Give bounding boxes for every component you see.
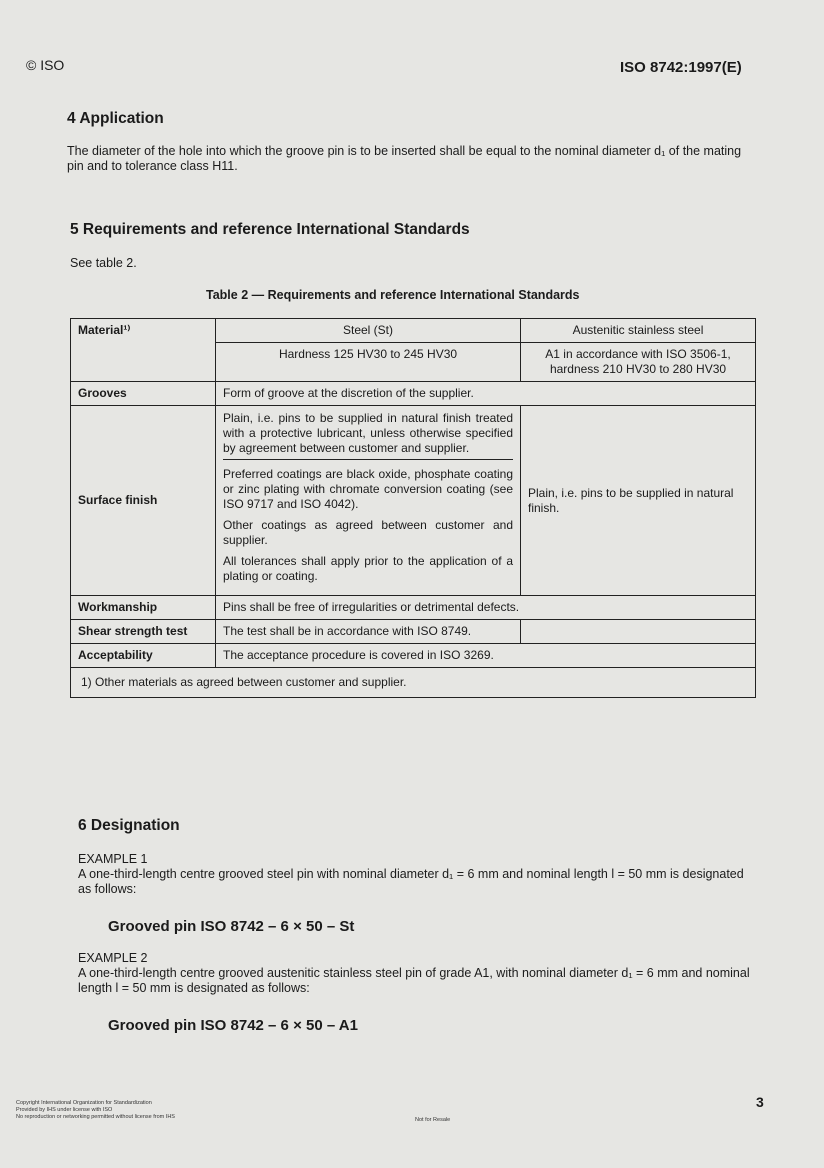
footer-not-for-resale: Not for Resale: [415, 1117, 451, 1123]
surface-steel-coatings: [223, 459, 513, 593]
shear-strength-text: The test shall be in accordance with ISO 8749.: [216, 620, 521, 644]
material-label: Material¹⁾: [71, 319, 216, 382]
grooves-text: Form of groove at the discretion of the supplier.: [216, 382, 756, 406]
shear-strength-label: Shear strength test: [71, 620, 216, 644]
example-1-text: A one-third-length centre grooved steel pin with nominal diameter d₁ = 6 mm and nominal length l = 50 mm is designated as follows:: [78, 867, 744, 896]
example-1-label: EXAMPLE 1: [78, 852, 148, 866]
requirements-table: [70, 318, 756, 698]
surface-steel-plain: Plain, i.e. pins to be supplied in natural finish treated with a protective lubricant, unless otherwise specified by agreement between customer and supplier.: [223, 411, 513, 455]
section-4-title: 4 Application: [67, 110, 164, 127]
shear-strength-empty: [521, 620, 756, 644]
steel-header: Steel (St): [216, 319, 521, 343]
surface-finish-steel: [216, 406, 521, 596]
stainless-hardness: A1 in accordance with ISO 3506-1, hardness 210 HV30 to 280 HV30: [521, 343, 756, 382]
header-copyright: © ISO: [26, 57, 65, 73]
workmanship-text: Pins shall be free of irregularities or detrimental defects.: [216, 596, 756, 620]
surface-steel-preferred: Preferred coatings are black oxide, phosphate coating or zinc plating with chromate conversion coating (see ISO 9717 and ISO 4042).: [223, 467, 513, 511]
table-row: [71, 406, 756, 596]
table-row: [71, 620, 756, 644]
table-row: [71, 382, 756, 406]
workmanship-label: Workmanship: [71, 596, 216, 620]
footer-line-3: No reproduction or networking permitted without license from IHS: [16, 1114, 175, 1120]
table-row: [71, 319, 756, 343]
table-row: [71, 668, 756, 698]
surface-finish-label: Surface finish: [71, 406, 216, 596]
section-4-text: The diameter of the hole into which the groove pin is to be inserted shall be equal to the nominal diameter d₁ of the mating pin and to tolerance class H11.: [67, 144, 742, 173]
header-standard-number: ISO 8742:1997(E): [620, 59, 742, 76]
section-5-title: 5 Requirements and reference International Standards: [70, 221, 470, 238]
example-2-text: A one-third-length centre grooved austenitic stainless steel pin of grade A1, with nominal diameter d₁ = 6 mm and nominal length l = 50 mm is designated as follows:: [78, 966, 750, 995]
footer-copyright: [16, 1100, 316, 1121]
table-footnote: 1) Other materials as agreed between customer and supplier.: [71, 668, 756, 698]
footer-line-1: Copyright International Organization for Standardization: [16, 1100, 152, 1106]
footer-line-2: Provided by IHS under license with ISO: [16, 1107, 113, 1113]
grooves-label: Grooves: [71, 382, 216, 406]
section-5-intro: See table 2.: [70, 256, 137, 270]
example-2-designation: Grooved pin ISO 8742 – 6 × 50 – A1: [108, 1017, 358, 1034]
steel-hardness: Hardness 125 HV30 to 245 HV30: [216, 343, 521, 382]
acceptability-label: Acceptability: [71, 644, 216, 668]
page-number: 3: [756, 1094, 764, 1110]
acceptability-text: The acceptance procedure is covered in ISO 3269.: [216, 644, 756, 668]
table-row: [71, 596, 756, 620]
table-caption: Table 2 — Requirements and reference International Standards: [206, 288, 580, 302]
surface-steel-other: Other coatings as agreed between customer and supplier.: [223, 518, 513, 547]
stainless-header: Austenitic stainless steel: [521, 319, 756, 343]
table-row: [71, 644, 756, 668]
example-2-label: EXAMPLE 2: [78, 951, 148, 965]
surface-finish-stainless: Plain, i.e. pins to be supplied in natural finish.: [521, 406, 756, 596]
surface-steel-tolerances: All tolerances shall apply prior to the application of a plating or coating.: [223, 554, 513, 583]
example-1-designation: Grooved pin ISO 8742 – 6 × 50 – St: [108, 918, 355, 935]
section-6-title: 6 Designation: [78, 817, 180, 834]
